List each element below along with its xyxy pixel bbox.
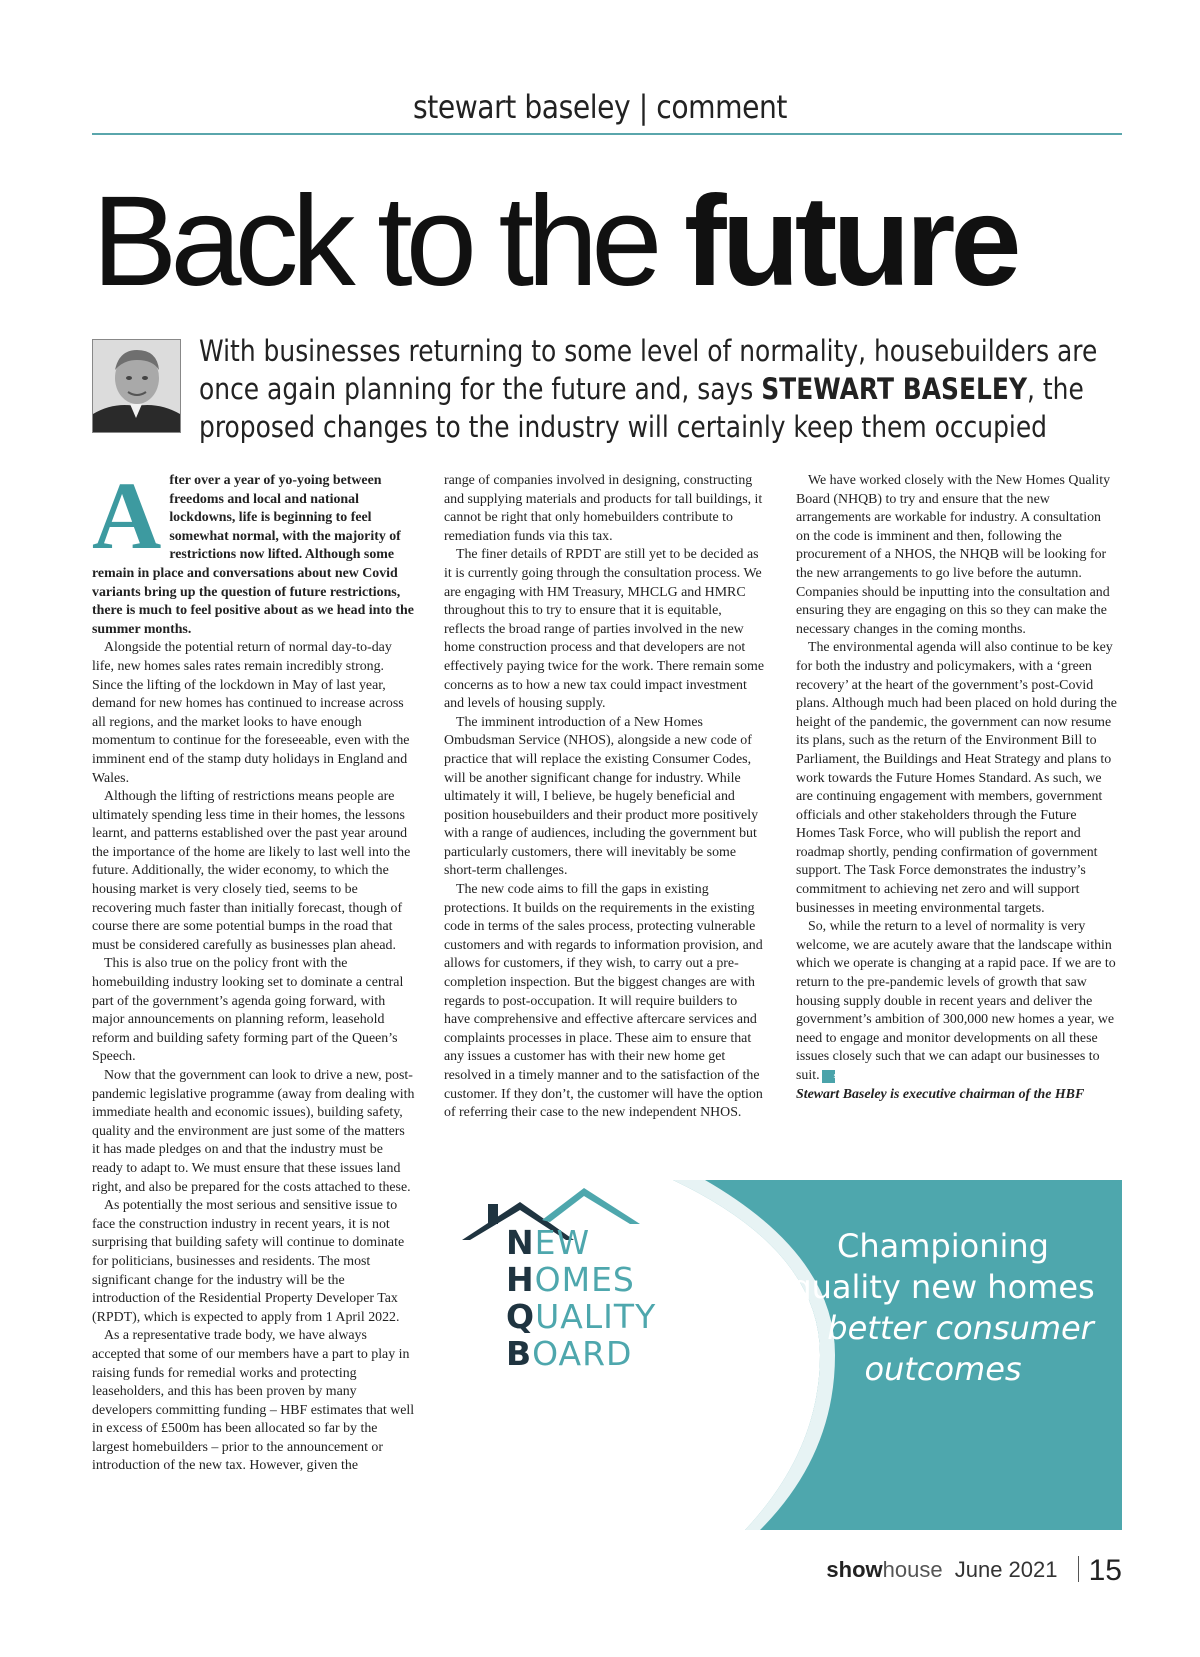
standfirst xyxy=(199,332,1136,446)
logo-initial: N xyxy=(506,1223,535,1262)
tagline-line: quality new homes xyxy=(791,1268,1095,1306)
paragraph: As a representative trade body, we have always accepted that some of our members have a part to play in raising funds for remedial works and protecting leaseholders, and this has been proven by many developers committing funding – HBF estimates that well in excess of £500m has been allocated so far by the largest homebuilders – prior to the announcement or introduction of the new tax. However, given the xyxy=(92,1328,415,1474)
page-footer xyxy=(826,1554,1122,1588)
paragraph xyxy=(796,918,1118,1085)
closing-text: So, while the return to a level of normality is very welcome, we are acutely aware that the landscape within which we operate is changing at a rapid pace. If we are to return to the pre-pandemic levels of growth that saw housing supply double in recent years and deliver the government’s ambition of 300,000 new homes a year, we need to engage and monitor developments on all these issues closely such that we can adapt our businesses to suit. xyxy=(796,919,1116,1083)
article-column-3 xyxy=(796,472,1118,1104)
tagline-amp: & xyxy=(792,1309,828,1347)
tagline-italic: outcomes xyxy=(864,1350,1022,1388)
headline-bold: future xyxy=(683,170,1017,313)
tagline-line: Championing xyxy=(837,1227,1049,1265)
lead-text: fter over a year of yo-yoing between freedoms and local and national lockdowns, life is beginning to feel somewhat normal, with the majority of restrictions now lifted. Although some remain in place and conversations about new Covid variants bring up the question of future restrictions, there is much to feel positive about as we head into the summer months. xyxy=(92,473,414,637)
advert-tagline xyxy=(773,1226,1113,1390)
paragraph: We have worked closely with the New Homes Quality Board (NHQB) to try and ensure that the new arrangements are workable for industry. A consultation on the code is imminent and then, following the procurement of a NHOS, the NHQB will be looking for the new arrangements to go live before the autumn. Companies should be inputting into the consultation and ensuring they are engaging on this so they can make the necessary changes in the coming months. xyxy=(796,473,1111,637)
paragraph: The new code aims to fill the gaps in existing protections. It builds on the requirements in the existing code in terms of the sales process, protecting vulnerable customers and with regards to information provision, and allows for customers, if they wish, to carry out a pre-completion inspection. But the biggest changes are with regards to post-occupation. It will require builders to have comprehensive and effective aftercare services and complaints processes in place. These aim to ensure that any issues a customer has with their new home get resolved in a timely manner and to the satisfaction of the customer. If they don’t, the customer will have the option of referring their case to the new independent NHOS. xyxy=(444,882,763,1121)
article-column-2 xyxy=(444,472,766,1123)
paragraph: The environmental agenda will also continue to be key for both the industry and policymakers, with a ‘green recovery’ at the heart of the government’s post-Covid plans. Although much had been placed on hold during the height of the pandemic, the government can now resume its plans, such as the return of the Environment Bill to Parliament, the Buildings and Heat Strategy and plans to work towards the Future Homes Standard. As such, we are continuing engagement with members, government officials and other stakeholders through the Future Homes Task Force, who will publish the report and roadmap shortly, pending confirmation of government support. The Task Force demonstrates the industry’s commitment to achieving net zero and will support businesses in meeting environmental targets. xyxy=(796,640,1117,916)
lead-paragraph xyxy=(92,462,415,639)
paragraph: Alongside the potential return of normal day-to-day life, new homes sales rates remain incredibly strong. Since the lifting of the lockdown in May of last year, demand for new homes has continued to increase across all regions, and the market looks to have enough momentum to continue for the foreseeable, even with the imminent end of the stamp duty holidays in England and Wales. xyxy=(92,640,410,786)
tagline-line xyxy=(773,1308,1113,1349)
paragraph: range of companies involved in designing, constructing and supplying materials and products for tall buildings, it cannot be right that only homebuilders contribute to remediation funds via this tax. xyxy=(444,473,763,544)
headline xyxy=(92,170,1017,313)
paragraph: Now that the government can look to drive a new, post-pandemic legislative programme (away from dealing with immediate health and economic issues), building safety, quality and the environment are just some of the matters it has made pledges on and that the industry must be ready to adapt to. We must ensure that these issues land right, and also be prepared for the costs attached to these. xyxy=(92,1068,415,1195)
standfirst-author: STEWART BASELEY xyxy=(761,372,1028,406)
standfirst-before: With businesses returning to some level of normality, housebuilders are once again planning for the future and, says xyxy=(199,334,1098,406)
brand-show: show xyxy=(826,1557,883,1582)
author-byline: Stewart Baseley is executive chairman of the HBF xyxy=(796,1086,1085,1102)
page-number: 15 xyxy=(1088,1554,1122,1587)
logo-initial: H xyxy=(506,1260,535,1299)
logo-word-board xyxy=(506,1335,632,1372)
end-mark-badge: sh xyxy=(822,1070,835,1083)
logo-rest: UALITY xyxy=(535,1297,657,1336)
logo-word-quality xyxy=(506,1298,656,1335)
footer-divider xyxy=(1078,1556,1079,1582)
logo-word-new xyxy=(506,1224,590,1261)
paragraph: This is also true on the policy front with the homebuilding industry looking set to dominate a central part of the government’s agenda going forward, with major announcements on planning reform, leasehold reform and building safety forming part of the Queen’s Speech. xyxy=(92,956,404,1065)
logo-initial: B xyxy=(506,1334,533,1373)
logo-rest: OMES xyxy=(534,1260,635,1299)
logo-initial: Q xyxy=(506,1297,536,1336)
tagline-italic: better consumer xyxy=(827,1309,1094,1347)
headline-light: Back to the xyxy=(92,170,656,313)
header-rule xyxy=(92,133,1122,135)
issue-date: June 2021 xyxy=(954,1557,1058,1582)
paragraph: The finer details of RPDT are still yet to be decided as it is currently going through the consultation process. We are engaging with HM Treasury, MHCLG and HMRC throughout this to try to ensure that it is equitable, reflects the broad range of parties involved in the new home construction process and that developers are not effectively paying twice for the work. There remain some concerns as to how a new tax could impact investment and levels of housing supply. xyxy=(444,547,765,712)
paragraph: Although the lifting of restrictions means people are ultimately spending less time in their homes, the lessons learnt, and patterns established over the past year around the importance of the home are likely to last well into the future. Additionally, the wider economy, to which the housing market is very closely tied, seems to be recovering much faster than initially forecast, though of course there are some potential bumps in the road that must be considered carefully as businesses plan ahead. xyxy=(92,789,411,953)
brand-house: house xyxy=(882,1557,943,1582)
nhqb-advert xyxy=(440,1180,1122,1530)
section-label: stewart baseley | comment xyxy=(412,88,787,126)
logo-rest: EW xyxy=(534,1223,591,1262)
author-portrait xyxy=(92,339,181,433)
logo-rest: OARD xyxy=(532,1334,633,1373)
paragraph: As potentially the most serious and sensitive issue to face the construction industry in recent years, it is not surprising that building safety will continue to dominate for politicians, businesses and residents. The most significant change for the industry will be the introduction of the Residential Property Developer Tax (RPDT), which is expected to apply from 1 April 2022. xyxy=(92,1198,405,1325)
paragraph: The imminent introduction of a New Homes Ombudsman Service (NHOS), alongside a new code of practice that will replace the existing Consumer Codes, will be another significant change for industry. While ultimately it will, I believe, be hugely beneficial and position housebuilders and their product more positively with a range of audiences, including the government but particularly customers, there will inevitably be some short-term challenges. xyxy=(444,714,759,879)
standfirst-after: , the proposed changes to the industry will certainly keep them occupied xyxy=(199,372,1084,444)
drop-cap: A xyxy=(92,462,162,569)
article-column-1 xyxy=(92,462,415,1476)
logo-word-homes xyxy=(506,1261,635,1298)
tagline-line xyxy=(773,1349,1113,1390)
portrait-image xyxy=(93,340,180,432)
